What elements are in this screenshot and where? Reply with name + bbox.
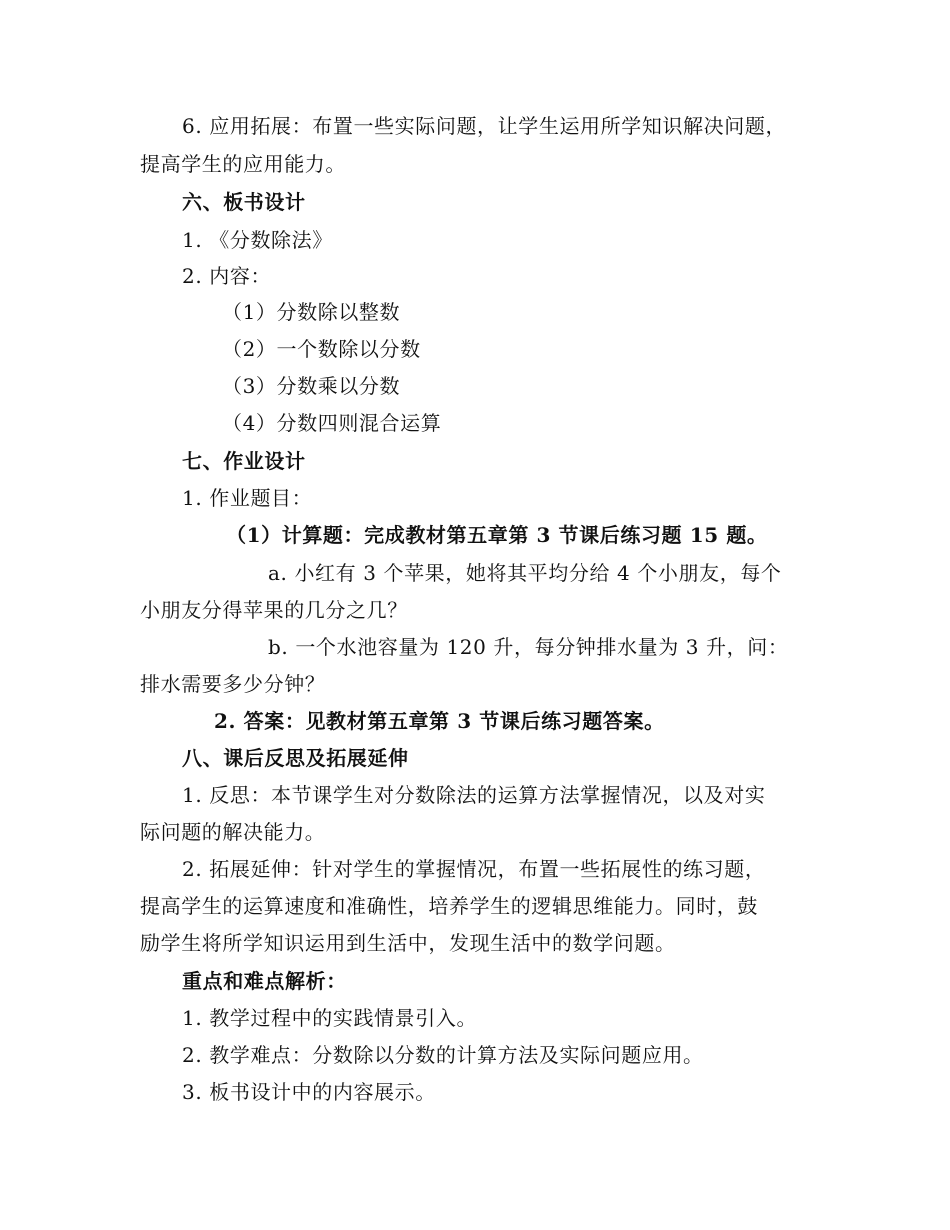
key-point-1: 1. 教学过程中的实践情景引入。 — [182, 1006, 478, 1030]
question-b-line1: b. 一个水池容量为 120 升，每分钟排水量为 3 升，问： — [268, 635, 789, 659]
section7-item1: 1. 作业题目： — [182, 486, 313, 510]
section8-item2-line2: 提高学生的运算速度和准确性，培养学生的逻辑思维能力。同时，鼓 — [140, 894, 758, 918]
key-points-heading: 重点和难点解析： — [182, 969, 347, 993]
section6-subitem-2: （2）一个数除以分数 — [222, 337, 421, 361]
section6-subitem-3: （3）分数乘以分数 — [222, 374, 401, 398]
question-a-line2: 小朋友分得苹果的几分之几？ — [140, 598, 408, 622]
calc-task-title: （1）计算题：完成教材第五章第 3 节课后练习题 15 题。 — [226, 523, 768, 547]
item6-line1: 6. 应用拓展：布置一些实际问题，让学生运用所学知识解决问题， — [182, 114, 787, 138]
key-point-3: 3. 板书设计中的内容展示。 — [182, 1080, 436, 1104]
section8-heading: 八、课后反思及拓展延伸 — [182, 746, 409, 770]
section6-item1: 1. 《分数除法》 — [182, 228, 333, 252]
section7-heading: 七、作业设计 — [182, 449, 306, 473]
section6-subitem-4: （4）分数四则混合运算 — [222, 411, 442, 435]
section6-heading: 六、板书设计 — [182, 190, 306, 214]
question-a-line1: a. 小红有 3 个苹果，她将其平均分给 4 个小朋友，每个 — [268, 561, 782, 585]
section6-item2: 2. 内容： — [182, 264, 272, 288]
section8-item1-line1: 1. 反思：本节课学生对分数除法的运算方法掌握情况，以及对实 — [182, 783, 766, 807]
question-b-line2: 排水需要多少分钟？ — [140, 672, 326, 696]
section8-item1-line2: 际问题的解决能力。 — [140, 820, 326, 844]
key-point-2: 2. 教学难点：分数除以分数的计算方法及实际问题应用。 — [182, 1043, 704, 1067]
section6-subitem-1: （1）分数除以整数 — [222, 300, 401, 324]
section8-item2-line1: 2. 拓展延伸：针对学生的掌握情况，布置一些拓展性的练习题， — [182, 857, 766, 881]
section8-item2-line3: 励学生将所学知识运用到生活中，发现生活中的数学问题。 — [140, 931, 676, 955]
item6-line2: 提高学生的应用能力。 — [140, 152, 346, 176]
answer-line: 2. 答案：见教材第五章第 3 节课后练习题答案。 — [214, 709, 665, 733]
